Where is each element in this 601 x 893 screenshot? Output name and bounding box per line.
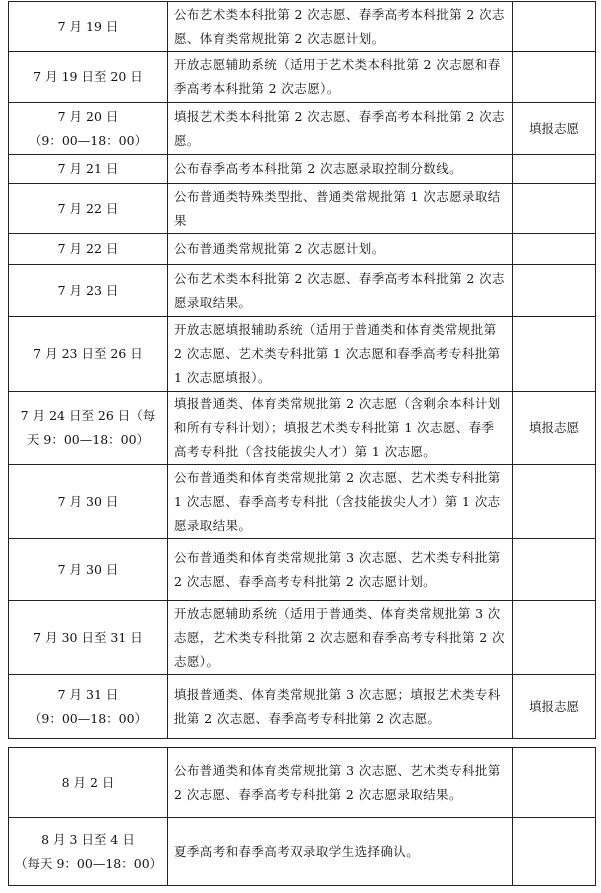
row-content: 公布普通类和体育类常规批第 2 次志愿、艺术类专科批第 1 次志愿、春季高考专科批（含技能拔尖人才）第 1 次志愿录取结果。: [168, 465, 513, 539]
table-row: [9, 2, 596, 52]
row-content: 填报艺术类本科批第 2 次志愿、春季高考本科批第 2 次志愿。: [168, 103, 513, 155]
row-date: 7 月 24 日至 26 日（每天 9：00—18：00）: [9, 392, 168, 465]
row-content: 公布普通类和体育类常规批第 3 次志愿、艺术类专科批第 2 次志愿、春季高考专科批第 2 次志愿录取结果。: [168, 748, 513, 818]
row-action: [513, 818, 596, 886]
table-row: [9, 818, 596, 886]
row-action: [513, 601, 596, 675]
row-date: 7 月 22 日: [9, 184, 168, 234]
row-date: 7 月 21 日: [9, 155, 168, 184]
table-row: [9, 317, 596, 392]
table-row: [9, 234, 596, 265]
row-content: 开放志愿辅助系统（适用于艺术类本科批第 2 次志愿和春季高考本科批第 2 次志愿）。: [168, 52, 513, 103]
row-content: 开放志愿辅助系统（适用于普通类、体育类常规批第 3 次志愿，艺术类专科批第 2 次志愿和春季高考专科批第 2 次志愿）。: [168, 601, 513, 675]
row-content: 公布普通类常规批第 2 次志愿计划。: [168, 234, 513, 265]
row-content: 填报普通类、体育类常规批第 2 次志愿（含剩余本科计划和所有专科计划）；填报艺术类专科批第 1 次志愿、春季高考专科批（含技能拔尖人才）第 1 次志愿。: [168, 392, 513, 465]
row-action: [513, 234, 596, 265]
table-row: [9, 392, 596, 465]
table-row: [9, 465, 596, 539]
row-date: 7 月 23 日: [9, 265, 168, 317]
row-content: 填报普通类、体育类常规批第 3 次志愿；填报艺术类专科批第 2 次志愿、春季高考专科批第 2 次志愿。: [168, 675, 513, 739]
schedule-table-bottom: [8, 747, 596, 886]
row-action: [513, 265, 596, 317]
row-date: 7 月 20 日 （9：00—18：00）: [9, 103, 168, 155]
row-date: 7 月 23 日至 26 日: [9, 317, 168, 392]
row-action: 填报志愿: [513, 392, 596, 465]
table-row: [9, 748, 596, 818]
row-content: 夏季高考和春季高考双录取学生选择确认。: [168, 818, 513, 886]
row-action: 填报志愿: [513, 103, 596, 155]
row-action: [513, 748, 596, 818]
row-action: [513, 52, 596, 103]
row-content: 公布普通类特殊类型批、普通类常规批第 1 次志愿录取结果: [168, 184, 513, 234]
row-date: 7 月 19 日: [9, 2, 168, 52]
schedule-table-top: [8, 1, 596, 739]
row-date: 7 月 19 日至 20 日: [9, 52, 168, 103]
row-date: 7 月 22 日: [9, 234, 168, 265]
row-action: [513, 184, 596, 234]
row-action: [513, 317, 596, 392]
row-action: [513, 465, 596, 539]
row-content: 公布艺术类本科批第 2 次志愿、春季高考本科批第 2 次志愿录取结果。: [168, 265, 513, 317]
table-row: [9, 601, 596, 675]
row-date: 7 月 30 日: [9, 465, 168, 539]
row-content: 公布春季高考本科批第 2 次志愿录取控制分数线。: [168, 155, 513, 184]
row-date: 7 月 31 日 （9：00—18：00）: [9, 675, 168, 739]
table-row: [9, 539, 596, 601]
row-action: 填报志愿: [513, 675, 596, 739]
row-content: 开放志愿填报辅助系统（适用于普通类和体育类常规批第 2 次志愿、艺术类专科批第 1 次志愿和春季高考专科批第 1 次志愿填报）。: [168, 317, 513, 392]
row-action: [513, 539, 596, 601]
table-row: [9, 265, 596, 317]
row-date: 7 月 30 日至 31 日: [9, 601, 168, 675]
table-row: [9, 184, 596, 234]
row-action: [513, 2, 596, 52]
row-content: 公布艺术类本科批第 2 次志愿、春季高考本科批第 2 次志愿、体育类常规批第 2 次志愿计划。: [168, 2, 513, 52]
row-date: 8 月 3 日至 4 日 （每天 9：00—18：00）: [9, 818, 168, 886]
row-date: 7 月 30 日: [9, 539, 168, 601]
table-row: [9, 155, 596, 184]
row-content: 公布普通类和体育类常规批第 3 次志愿、艺术类专科批第 2 次志愿、春季高考专科批第 2 次志愿计划。: [168, 539, 513, 601]
row-action: [513, 155, 596, 184]
row-date: 8 月 2 日: [9, 748, 168, 818]
table-row: [9, 103, 596, 155]
table-row: [9, 52, 596, 103]
table-row: [9, 675, 596, 739]
